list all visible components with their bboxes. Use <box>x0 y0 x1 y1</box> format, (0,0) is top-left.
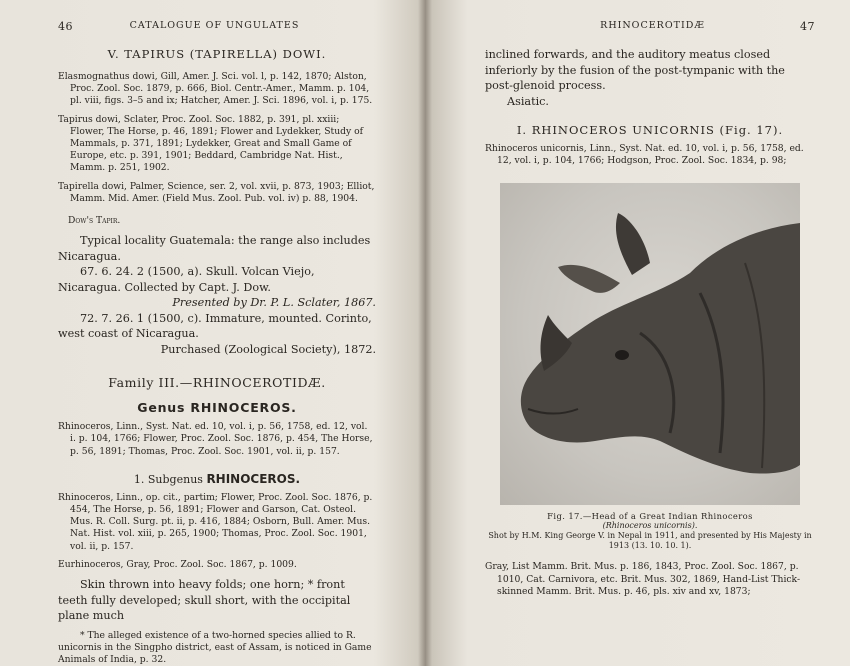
rhino-eye-icon <box>615 350 629 360</box>
subgenus-heading <box>58 472 376 486</box>
right-page-content <box>485 20 815 598</box>
rhino-head-illustration <box>500 183 800 505</box>
description-continuation: inclined forwards, and the auditory meatus closed inferiorly by the fusion of the post-tympanic with the post-glenoid process. <box>485 48 785 92</box>
figure-latin-name: (Rhinoceros unicornis). <box>602 521 698 531</box>
figure-credit: Shot by H.M. King George V. in Nepal in 1911, and presented by His Majesty in 1913 (13. 10. 10. 1). <box>488 531 812 551</box>
book-gutter <box>418 0 432 666</box>
rhino-species-heading: I. RHINOCEROS UNICORNIS (Fig. 17). <box>516 123 784 137</box>
specimen-2-purchased: Purchased (Zoological Society), 1872. <box>160 342 376 356</box>
region-label: Asiatic. <box>507 94 549 108</box>
right-page-number: 47 <box>800 20 815 33</box>
subgenus-name: RHINOCEROS. <box>206 471 301 486</box>
right-running-title: RHINOCEROTIDÆ <box>600 20 705 31</box>
left-running-title: CATALOGUE OF UNGULATES <box>129 20 300 31</box>
left-running-head <box>58 20 376 33</box>
tapir-species-heading: V. TAPIRUS (TAPIRELLA) DOWI. <box>107 47 327 61</box>
right-running-head <box>485 20 815 33</box>
subgenus-synonymy-1: Rhinoceros, Linn., op. cit., partim; Flower, Proc. Zool. Soc. 1876, p. 454, The Horse, p. 56, 1891; Flower and Garson, Cat. Osteol. Mus. R. Coll. Surg. pt. ii, p. 416, 1884; Osborn, Bull. Amer. Mus. Nat. Hist. vol. xiii, p. 265, 1900; Thomas, Proc. Zool. Soc. 1901, vol. ii, p. 157. <box>58 491 373 552</box>
rhino-synonymy-2: Gray, List Mamm. Brit. Mus. p. 186, 1843, Proc. Zool. Soc. 1867, p. 1010, Cat. Carnivora, etc. Brit. Mus. 302, 1869, Hand-List Thick-skinned Mamm. Brit. Mus. p. 46, pls. xiv and xv, 1873; <box>485 561 801 597</box>
subgenus-synonymy-2: Eurhinoceros, Gray, Proc. Zool. Soc. 1867, p. 1009. <box>58 558 297 570</box>
typical-locality: Typical locality Guatemala: the range also includes Nicaragua. <box>58 234 371 263</box>
right-page <box>425 0 850 666</box>
specimen-1: 67. 6. 24. 2 (1500, a). Skull. Volcan Viejo, Nicaragua. Collected by Capt. J. Dow. <box>58 265 315 294</box>
figure-title: Fig. 17.—Head of a Great Indian Rhinoceros <box>547 511 753 522</box>
rhino-head-photograph <box>500 183 800 505</box>
genus-heading: Genus RHINOCEROS. <box>137 400 297 416</box>
synonym-tapirella-dowi: Tapirella dowi, Palmer, Science, ser. 2, vol. xvii, p. 873, 1903; Elliot, Mamm. Mid. Amer. (Field Mus. Zool. Pub. vol. iv) p. 88, 1904. <box>58 180 375 204</box>
rhino-synonymy-1: Rhinoceros unicornis, Linn., Syst. Nat. ed. 10, vol. i, p. 56, 1758, ed. 12, vol. i, p. 104, 1766; Hodgson, Proc. Zool. Soc. 1834, p. 98; <box>485 143 804 167</box>
subgenus-prefix: 1. Subgenus <box>133 472 203 486</box>
subgenus-description: Skin thrown into heavy folds; one horn; * front teeth fully developed; skull short, with the occipital plane much <box>58 578 351 623</box>
specimen-1-presented: Presented by Dr. P. L. Sclater, 1867. <box>172 296 376 310</box>
family-heading: Family III.—RHINOCEROTIDÆ. <box>108 375 326 391</box>
left-page-number: 46 <box>58 20 73 33</box>
synonym-tapirus-dowi: Tapirus dowi, Sclater, Proc. Zool. Soc. 1882, p. 391, pl. xxiii; Flower, The Horse, p. 46, 1891; Flower and Lydekker, Study of Mammals, p. 371, 1891; Lydekker, Great and Small Game of Europe, etc. p. 391, 1901; Beddard, Cambridge Nat. Hist., Mamm. p. 251, 1902. <box>58 113 364 174</box>
specimen-2: 72. 7. 26. 1 (1500, c). Immature, mounted. Corinto, west coast of Nicaragua. <box>58 311 372 341</box>
rhino-ear-icon <box>616 213 650 275</box>
common-name: Dow's Tapir. <box>68 215 121 227</box>
rhino-second-ear-icon <box>558 265 620 293</box>
genus-synonymy: Rhinoceros, Linn., Syst. Nat. ed. 10, vol. i, p. 56, 1758, ed. 12, vol. i. p. 104, 1766; Flower, Proc. Zool. Soc. 1876, p. 454, The Horse, p. 56, 1891; Thomas, Proc. Zool. Soc. 1901, vol. ii, p. 157. <box>58 421 373 457</box>
figure-caption <box>485 511 815 551</box>
left-page-content <box>58 20 376 666</box>
footnote: * The alleged existence of a two-horned species allied to R. unicornis in the Singpho district, east of Assam, is noticed in Game Animals of India, p. 32. <box>58 629 372 665</box>
synonym-elasmognathus: Elasmognathus dowi, Gill, Amer. J. Sci. vol. l, p. 142, 1870; Alston, Proc. Zool. Soc. 1879, p. 666, Biol. Centr.-Amer., Mamm. p. 104, pl. viii, figs. 3–5 and ix; Hatcher, Amer. J. Sci. 1896, vol. i, p. 175. <box>58 71 373 107</box>
